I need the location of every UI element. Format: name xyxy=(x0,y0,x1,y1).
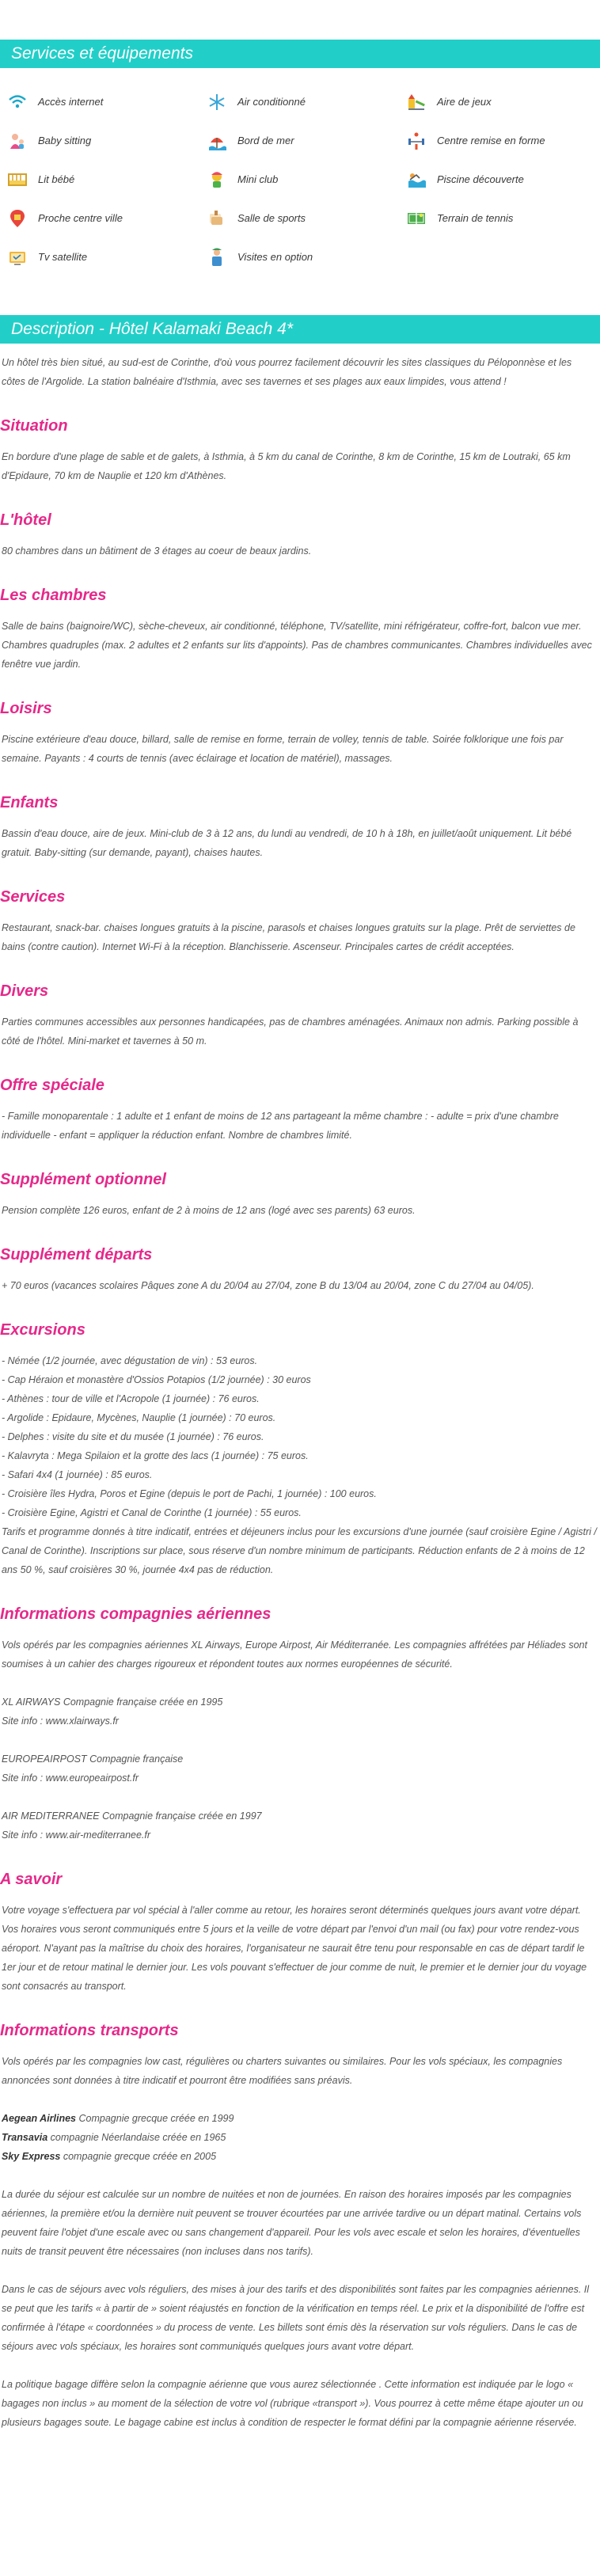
section-text-supp-opt: Pension complète 126 euros, enfant de 2 à moins de 12 ans (logé avec ses parents) 63 euros. xyxy=(2,1205,416,1216)
section-text-chambres: Salle de bains (baignoire/WC), sèche-cheveux, air conditionné, téléphone, TV/satellite, mini réfrigérateur, coffre-fort, balcon vue mer. Chambres quadruples (max. 2 adultes et 2 enfants sur lits d'appoints). Pas de chambres communicantes. Chambres individuelles avec fenêtre vue jardin. xyxy=(2,621,592,670)
section-title-loisirs: Loisirs xyxy=(0,700,52,717)
service-item xyxy=(405,199,600,237)
list-item: - Kalavryta : Mega Spilaion et la grotte des lacs (1 journée) : 75 euros. xyxy=(2,1450,309,1461)
fitness-icon xyxy=(405,130,427,152)
section-title-offre: Offre spéciale xyxy=(0,1077,104,1094)
service-label: Mini club xyxy=(237,173,279,185)
mini-club-icon xyxy=(206,169,228,191)
section-text-supp-dep: + 70 euros (vacances scolaires Pâques zone A du 20/04 au 27/04, zone B du 13/04 au 20/04, zone C du 27/04 au 04/05). xyxy=(2,1280,534,1291)
seaside-icon xyxy=(206,130,228,152)
section-title-transports: Informations transports xyxy=(0,2022,179,2039)
airline-block xyxy=(0,1750,597,1788)
list-item: - Cap Héraion et monastère d'Ossios Potapios (1/2 journée) : 30 euros xyxy=(2,1374,311,1385)
carrier-name: Sky Express xyxy=(2,2151,61,2162)
service-item xyxy=(6,199,206,237)
carrier-desc: compagnie Néerlandaise créée en 1965 xyxy=(47,2132,226,2143)
service-item xyxy=(206,237,405,276)
section-title-supp-dep: Supplément départs xyxy=(0,1246,153,1263)
page xyxy=(0,40,600,2432)
service-item xyxy=(206,160,405,199)
excursions-list xyxy=(0,1351,597,1579)
description-title: Description - Hôtel Kalamaki Beach 4* xyxy=(11,320,293,338)
excursions-note: Tarifs et programme donnés à titre indicatif, entrées et déjeuners inclus pour les excursions d'une journée (sauf croisière Egine / Agistri / Canal de Corinthe). Inscriptions sur place, sous réserve d'un nombre minimum de participants. Réduction enfants de 2 à moins de 12 ans 50 %, sauf croisières 30 %, journée 4x4 pas de réduction. xyxy=(2,1526,597,1575)
pool-icon xyxy=(405,169,427,191)
list-item: - Safari 4x4 (1 journée) : 85 euros. xyxy=(2,1469,153,1480)
section-title-compagnies: Informations compagnies aériennes xyxy=(0,1605,272,1623)
section-text-enfants: Bassin d'eau douce, aire de jeux. Mini-club de 3 à 12 ans, du lundi au vendredi, de 10 h à 18h, en juillet/août uniquement. Lit bébé gratuit. Baby-sitting (sur demande, payant), chaises hautes. xyxy=(2,828,572,858)
carrier-desc: Compagnie grecque créée en 1999 xyxy=(76,2113,234,2124)
airline-site: Site info : www.xlairways.fr xyxy=(2,1715,119,1727)
section-title-excursions: Excursions xyxy=(0,1321,85,1339)
baby-sitting-icon xyxy=(6,130,28,152)
description-intro: Un hôtel très bien situé, au sud-est de Corinthe, d'où vous pourrez facilement découvrir les sites classiques du Péloponnèse et les côtes de l'Argolide. La station balnéaire d'Isthmia, avec ses tavernes et ses plages aux eaux limpides, vous attend ! xyxy=(2,357,572,387)
section-text-divers: Parties communes accessibles aux personnes handicapées, pas de chambres aménagées. Animaux non admis. Parking possible à côté de l'hôtel. Mini-market et tavernes à 50 m. xyxy=(2,1016,579,1047)
section-title-services: Services xyxy=(0,888,66,906)
section-title-supp-opt: Supplément optionnel xyxy=(0,1171,166,1188)
carrier-name: Aegean Airlines xyxy=(2,2113,77,2124)
list-item: - Athènes : tour de ville et l'Acropole (1 journée) : 76 euros. xyxy=(2,1393,260,1404)
section-text-compagnies: Vols opérés par les compagnies aériennes XL Airways, Europe Airpost, Air Méditerranée. Les compagnies affrétées par Héliades sont soumises à un cahier des charges rigoureux et répondent toutes aux normes européennes de sécurité. xyxy=(2,1639,587,1670)
section-title-hotel: L'hôtel xyxy=(0,511,51,529)
gym-icon xyxy=(206,207,228,230)
description-header xyxy=(0,315,600,344)
city-center-icon xyxy=(6,207,28,230)
service-label: Centre remise en forme xyxy=(437,135,545,146)
carrier-item xyxy=(2,2128,597,2147)
service-label: Piscine découverte xyxy=(437,173,524,185)
service-item xyxy=(206,121,405,160)
service-item xyxy=(6,237,206,276)
service-label: Lit bébé xyxy=(38,173,75,185)
description-content xyxy=(0,353,600,2432)
section-text-services: Restaurant, snack-bar. chaises longues gratuits à la piscine, parasols et chaises longues gratuits sur la plage. Prêt de serviettes de bains (contre caution). Internet Wi-Fi à la réception. Blanchisserie. Ascenseur. Principales cartes de crédit acceptées. xyxy=(2,922,575,952)
service-item xyxy=(6,82,206,121)
service-label: Salle de sports xyxy=(237,212,306,224)
list-item: - Croisière Egine, Agistri et Canal de Corinthe (1 journée) : 55 euros. xyxy=(2,1507,302,1518)
section-text-transports: Vols opérés par les compagnies low cast, régulières ou charters suivantes ou similaires. Pour les vols spéciaux, les compagnies annoncées sont données à titre indicatif et pourront être modifiées sans préavis. xyxy=(2,2056,563,2086)
service-item xyxy=(405,160,600,199)
service-label: Tv satellite xyxy=(38,251,88,263)
airline-site: Site info : www.europeairpost.fr xyxy=(2,1772,139,1784)
airline-line: XL AIRWAYS Compagnie française créée en 1995 xyxy=(2,1696,223,1708)
section-title-chambres: Les chambres xyxy=(0,587,107,604)
section-text-offre: - Famille monoparentale : 1 adulte et 1 enfant de moins de 12 ans partageant la même chambre : - adulte = prix d'une chambre individuelle - enfant = appliquer la réduction enfant. Nombre de chambres limité. xyxy=(2,1111,559,1141)
service-label: Air conditionné xyxy=(237,96,306,108)
section-title-asavoir: A savoir xyxy=(0,1871,63,1888)
playground-icon xyxy=(405,91,427,113)
service-label: Terrain de tennis xyxy=(437,212,514,224)
airline-line: EUROPEAIRPOST Compagnie française xyxy=(2,1753,184,1765)
service-label: Bord de mer xyxy=(237,135,294,146)
service-item xyxy=(6,121,206,160)
carriers-list xyxy=(0,2109,597,2166)
section-text-loisirs: Piscine extérieure d'eau douce, billard, salle de remise en forme, terrain de volley, tennis de table. Soirée folklorique une fois par semaine. Payants : 4 courts de tennis (avec éclairage et location de matériel), massages. xyxy=(2,734,564,764)
service-item xyxy=(6,160,206,199)
list-item: - Némée (1/2 journée, avec dégustation de vin) : 53 euros. xyxy=(2,1355,258,1366)
list-item: - Argolide : Epidaure, Mycènes, Nauplie (1 journée) : 70 euros. xyxy=(2,1412,276,1423)
service-label: Visites en option xyxy=(237,251,313,263)
carrier-item xyxy=(2,2147,597,2166)
services-grid xyxy=(0,68,600,276)
sightseeing-icon xyxy=(206,246,228,268)
list-item: - Croisière îles Hydra, Poros et Egine (depuis le port de Pachi, 1 journée) : 100 euros. xyxy=(2,1488,377,1499)
transport-paragraph: La politique bagage diffère selon la compagnie aérienne que vous aurez sélectionnée . Cette information est indiquée par le logo « bagages non inclus » au moment de la sélection de votre vol (rubrique «transport »). Vous pourrez à cette même étape ajouter un ou plusieurs bagages soute. Le bagage cabine est inclus à condition de respecter le format défini par la compagnie aérienne réservée. xyxy=(2,2379,583,2428)
airline-block xyxy=(0,1807,597,1845)
tv-icon xyxy=(6,246,28,268)
section-text-situation: En bordure d'une plage de sable et de galets, à Isthmia, à 5 km du canal de Corinthe, 8 km de Corinthe, 15 km de Loutraki, 65 km d'Epidaure, 70 km de Nauplie et 120 km d'Athènes. xyxy=(2,451,571,481)
services-title: Services et équipements xyxy=(11,44,193,63)
service-item xyxy=(405,82,600,121)
list-item: - Delphes : visite du site et du musée (1 journée) : 76 euros. xyxy=(2,1431,264,1442)
service-item xyxy=(405,121,600,160)
airline-line: AIR MEDITERRANEE Compagnie française créée en 1997 xyxy=(2,1810,262,1822)
section-title-situation: Situation xyxy=(0,417,68,435)
carrier-name: Transavia xyxy=(2,2132,48,2143)
airline-site: Site info : www.air-mediterranee.fr xyxy=(2,1829,151,1841)
transport-paragraph: La durée du séjour est calculée sur un nombre de nuitées et non de journées. En raison des horaires imposés par les compagnies aériennes, la première et/ou la dernière nuit peuvent se trouver écourtées par une arrivée tardive ou un départ matinal. Certains vols peuvent faire l'objet d'une escale avec ou sans changement d'appareil. Pour les vols avec escale et selon les horaires, d'éventuelles nuits de transit peuvent être nécessaires (non incluses dans nos tarifs). xyxy=(2,2189,582,2257)
snowflake-icon xyxy=(206,91,228,113)
crib-icon xyxy=(6,169,28,191)
service-label: Baby sitting xyxy=(38,135,92,146)
section-title-divers: Divers xyxy=(0,982,49,1000)
wifi-icon xyxy=(6,91,28,113)
service-item xyxy=(206,82,405,121)
service-label: Proche centre ville xyxy=(38,212,123,224)
carrier-item xyxy=(2,2109,597,2128)
service-label: Accès internet xyxy=(38,96,104,108)
service-label: Aire de jeux xyxy=(437,96,492,108)
transport-paragraph: Dans le cas de séjours avec vols réguliers, des mises à jour des tarifs et des disponibilités sont faites par les compagnies aériennes. Il se peut que les tarifs « à partir de » soient réajustés en fonction de la vérification en temps réel. Le prix et la disponibilité de l'offre est confirmée à l'étape « coordonnées » du process de vente. Les billets sont émis dès la réservation sur vols réguliers. Dans le cas de séjours avec vols spéciaux, les horaires sont communiqués quelques jours avant votre départ. xyxy=(2,2284,590,2352)
carrier-desc: compagnie grecque créée en 2005 xyxy=(60,2151,217,2162)
service-item xyxy=(206,199,405,237)
section-title-enfants: Enfants xyxy=(0,794,59,811)
section-text-hotel: 80 chambres dans un bâtiment de 3 étages au coeur de beaux jardins. xyxy=(2,545,312,557)
services-header xyxy=(0,40,600,68)
section-text-asavoir: Votre voyage s'effectuera par vol spécial à l'aller comme au retour, les horaires seront déterminés quelques jours avant votre départ. Vos horaires vous seront communiqués entre 5 jours et la veille de votre départ par l'envoi d'un mail (ou fax) pour votre rendez-vous aéroport. N'ayant pas la maîtrise du choix des horaires, l'organisateur ne saurait être tenu pour responsable en cas de départ tardif le 1er jour et de retour matinal le dernier jour. Les vols pouvant s'effectuer de jour comme de nuit, le premier et le dernier jour du voyage sont consacrés au transport. xyxy=(2,1905,587,1992)
airline-block xyxy=(0,1693,597,1731)
tennis-icon xyxy=(405,207,427,230)
